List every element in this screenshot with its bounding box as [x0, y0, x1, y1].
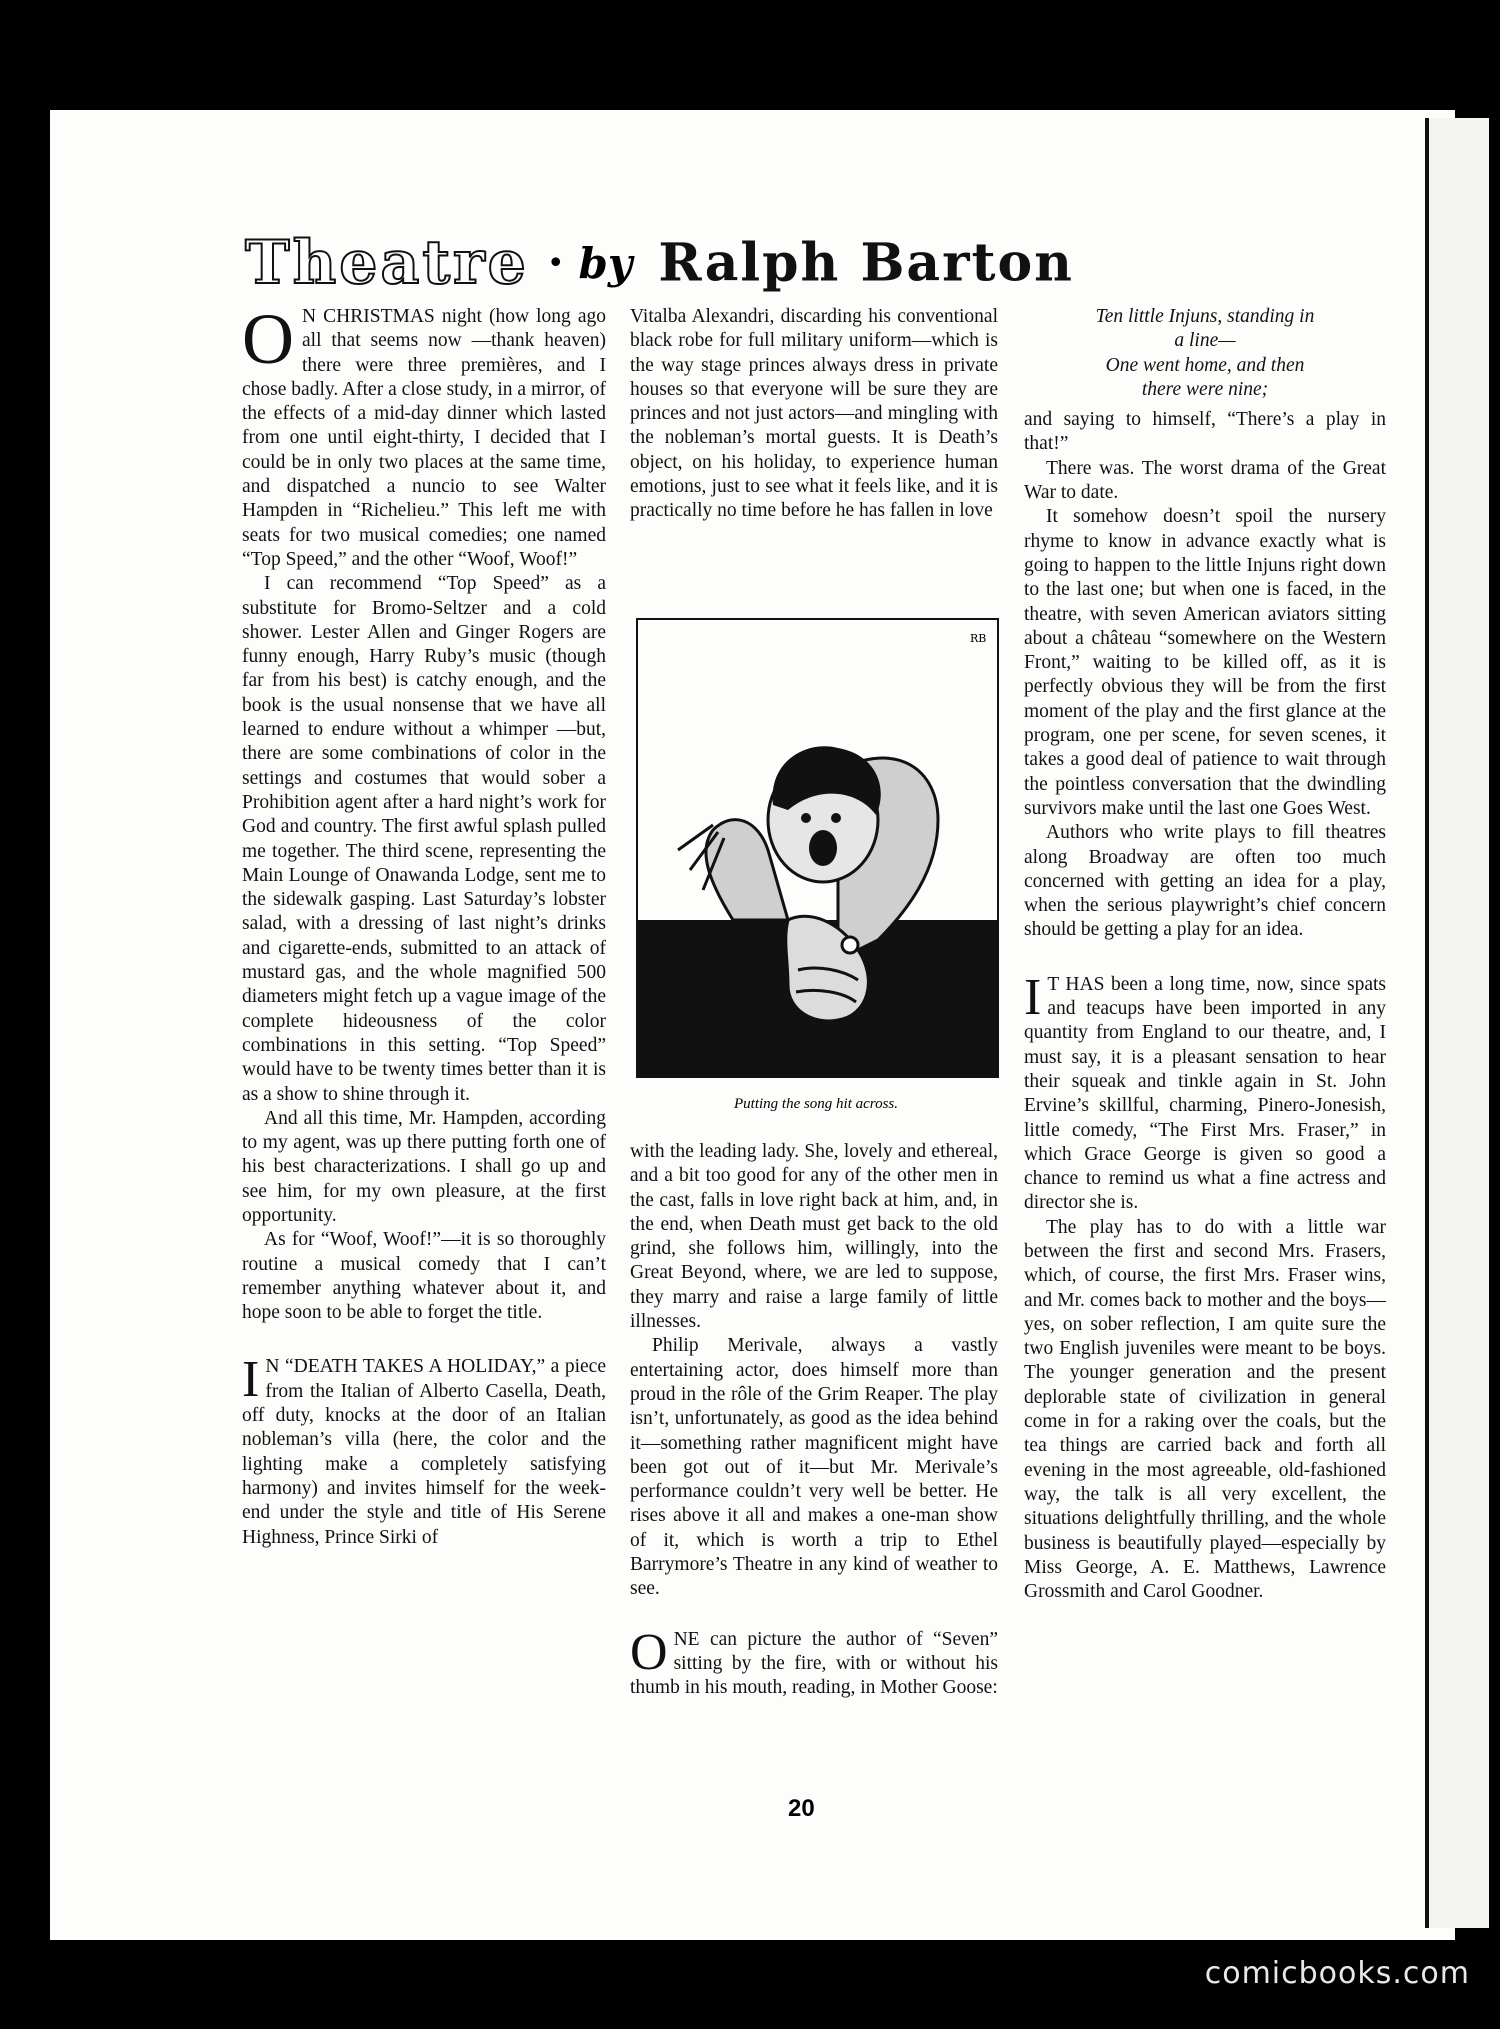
paragraph: with the leading lady. She, lovely and ethereal, and a bit too good for any of the other men in the cast, falls in love right back at him, and, in the end, when Death must get back to the old grind, she follows him, willingly, into the Great Beyond, where, we are led to suppose, they marry and raise a large family of little illnesses.	[630, 1141, 998, 1333]
column-2-continued	[630, 1140, 998, 1701]
paragraph	[242, 299, 606, 572]
paragraph-text: NE can picture the author of “Seven” sitting by the fire, with or without his thumb in his mouth, reading, in Mother Goose:	[630, 1628, 998, 1699]
paragraph: There was. The worst drama of the Great War to date.	[1024, 457, 1386, 504]
paragraph: and saying to himself, “There’s a play in that!”	[1024, 409, 1386, 455]
cartoon-illustration	[636, 618, 999, 1078]
paragraph	[242, 1351, 606, 1549]
cartoon-drawing	[638, 620, 997, 1076]
drop-cap: I	[242, 1351, 260, 1409]
paragraph: Vitalba Alexandri, discarding his conventional black robe for full military uniform—which is the way stage princes always dress in private houses so that everyone will be sure they are princes and not just actors—and mingling with the nobleman’s mortal guests. It is Death’s object, on his holiday, to experience human emotions, just to see what it feels like, and it is practically no time before he has fallen in love	[630, 306, 998, 522]
masthead-separator: •	[546, 245, 565, 281]
section-title: Theatre	[245, 228, 529, 298]
paragraph: The play has to do with a little war between the first and second Mrs. Frasers, which, of course, the first Mrs. Fraser wins, and Mr. comes back to mother and the boys—yes, on sober reflection, I am quite sure the two English juveniles were meant to be boys. The younger generation and the present deplorable state of civilization in general come in for a raking over the coals, but the tea things are carried back and forth all evening in the most agreeable, old-fashioned way, the talk is all very excellent, the situations delightfully thrilling, and the whole business is beautifully played—especially by Miss George, A. E. Matthews, Lawrence Grossmith and Carol Goodner.	[1024, 1216, 1386, 1603]
paragraph-text: T HAS been a long time, now, since spats and teacups have been imported in any quantity from England to our theatre, and, I must say, it is a pleasant sensation to hear their squeak and tinkle again in St. John Ervine’s skillful, charming, Pinero-Jonesish, little comedy, “The First Mrs. Fraser,” in which Grace George is given so good a chance to remind us what a fine actress and director she is.	[1024, 973, 1386, 1214]
verse-line: Ten little Injuns, standing in	[1095, 306, 1315, 327]
drop-cap: O	[242, 299, 294, 379]
paragraph: Authors who write plays to fill theatres along Broadway are often too much concerned with getting an idea for a play, when the serious playwright’s chief concern should be getting a play for an idea.	[1024, 822, 1386, 941]
verse-line: One went home, and then	[1105, 354, 1305, 376]
paragraph: Philip Merivale, always a vastly entertaining actor, does himself more than proud in the rôle of the Grim Reaper. The play isn’t, unfortunately, as good as the idea behind it—something rather magnificent might have been got out of it—but Mr. Merivale’s performance couldn’t very well be better. He rises above it all and makes a one-man show of it, which is worth a trip to Ethel Barrymore’s Theatre in any kind of weather to see.	[630, 1335, 998, 1600]
column-1	[242, 299, 606, 1550]
author-name: Ralph Barton	[658, 232, 1074, 294]
paragraph	[1024, 968, 1386, 1216]
paragraph-text: N “DEATH TAKES A HOLIDAY,” a piece from the Italian of Alberto Casella, Death, off duty, knocks at the door of an Italian nobleman’s villa (here, the color and the lighting make a completely satisfying harmony) and invites himself for the week-end under the style and title of His Serene Highness, Prince Sirki of	[242, 1356, 606, 1548]
drop-cap: O	[630, 1623, 668, 1681]
watermark: comicbooks.com	[1204, 1956, 1470, 1991]
column-3	[1024, 305, 1386, 1604]
masthead	[245, 228, 1355, 298]
column-2	[630, 305, 998, 524]
byline-by: by	[578, 238, 633, 288]
cartoon-signature: RB	[970, 632, 987, 645]
verse	[1024, 305, 1386, 402]
cartoon-caption: Putting the song hit across.	[733, 1096, 899, 1112]
page-number: 20	[788, 1795, 815, 1822]
verse-line: a line—	[1174, 330, 1236, 352]
paragraph: As for “Woof, Woof!”—it is so thoroughly routine a musical comedy that I can’t remember anything whatever about it, and hope soon to be able to forget the title.	[242, 1229, 606, 1324]
paragraph: And all this time, Mr. Hampden, according to my agent, was up there putting forth one of his best characterizations. I shall go up and see him, for my own pleasure, at the first opportunity.	[242, 1107, 606, 1226]
verse-line: there were nine;	[1141, 378, 1269, 400]
paragraph-text: N CHRISTMAS night (how long ago all that seems now —thank heaven) there were three premières, and I chose badly. After a close study, in a mirror, of the effects of a mid-day dinner which lasted from one until eight-thirty, I decided that I could be in only two places at the same time, and dispatched a nuncio to see Walter Hampden in “Richelieu.” This left me with seats for two musical comedies; one named “Top Speed,” and the other “Woof, Woof!”	[242, 306, 606, 570]
paragraph	[630, 1623, 998, 1701]
facing-page-edge	[1425, 118, 1489, 1928]
drop-cap: I	[1024, 968, 1042, 1026]
paragraph: I can recommend “Top Speed” as a substitute for Bromo-Seltzer and a cold shower. Lester Allen and Ginger Rogers are funny enough, Harry Ruby’s music (though far from his best) is catchy enough, and the book is the usual nonsense that we have all learned to endure without a whimper —but, there are some combinations of color in the settings and costumes that would sober a Prohibition agent after a hard night’s work for God and country. The first awful splash pulled me together. The third scene, representing the Main Lounge of Onawanda Lodge, sent me to the sidewalk gasping. Last Saturday’s lobster salad, with a dressing of last night’s drinks and cigarette-ends, submitted to an attack of mustard gas, and the whole magnified 500 diameters might fetch up a vague image of the complete hideousness of the color combinations in this setting. “Top Speed” would have to be twenty times better than it is as a show to shine through it.	[242, 573, 606, 1105]
paragraph: It somehow doesn’t spoil the nursery rhyme to know in advance exactly what is going to happen to the little Injuns right down to the last one; but when one is faced, in the theatre, with seven American aviators sitting about a château “somewhere on the Western Front,” waiting to be killed off, as it is perfectly obvious they will be from the first moment of the play and the first glance at the program, one per scene, for seven scenes, it takes a good deal of patience to wait through the pointless conversation that the dwindling survivors make until the last one Goes West.	[1024, 506, 1386, 819]
